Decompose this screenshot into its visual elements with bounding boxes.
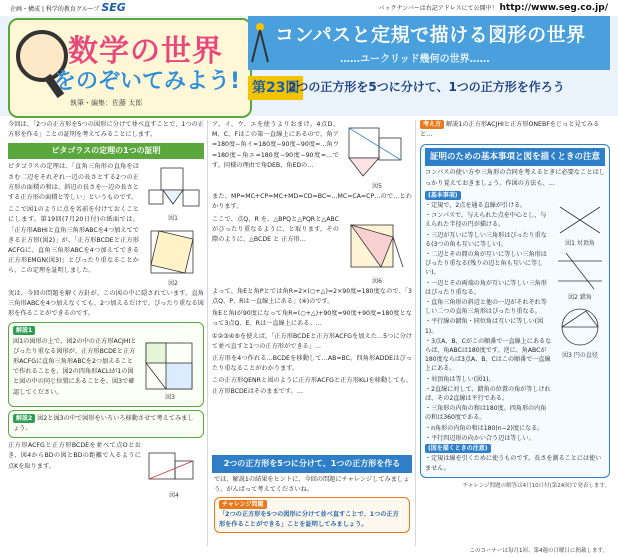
column-divider <box>207 120 208 546</box>
paragraph: 角Eと角Iが90度になって角R=(○+△)+90度=90度+90度=180度となって3点Q、E、Rは一直線上にある。… <box>212 310 412 328</box>
list-item: ・n角形の内角の和は180(n−2)度になる。 <box>425 424 544 432</box>
list-item: ・二辺とその間の角が互いに等しい三角形はぴったり重なる(残りの辺と角も互いに等しい)。 <box>425 251 547 277</box>
top-right <box>378 0 608 17</box>
challenge-box <box>214 497 410 533</box>
figure-1-label: 図1 <box>168 215 178 223</box>
figure-2 <box>145 227 201 277</box>
list-item: ・2直線に対して、錯角の位置の角が等しければ、その2直線は平行である。 <box>425 385 551 403</box>
column-divider <box>415 120 416 546</box>
column-2 <box>212 120 412 399</box>
challenge-title: 2つの正方形を5つに分けて、1つの正方形を作る <box>212 455 412 473</box>
paragraph: 正方形を4つ作れる…BCDEを移動して…AB=BC、四角形ADDEはぴったり重なることがわかります。 <box>212 355 412 373</box>
issue-row <box>248 76 610 100</box>
basic-tag: (基本事項) <box>425 191 461 200</box>
paragraph: 正方形ACFGと正方形BCDEを並べて点Oとおき、図4からBDの図とBDの距離で入るように点Kを取ります。 <box>8 442 141 470</box>
vertical-angle-figure <box>556 203 604 237</box>
group-label: 科学的教育グループ <box>45 6 100 13</box>
column-1 <box>8 120 204 501</box>
footer-note: このコーナーは毎月1回、第4週の日曜日に掲載します。 <box>469 548 608 554</box>
paragraph: ①②③④⑤を使えば、「正方形BCDEと正方形ACFGを加えた…5つに分けて並べ直すと1つの正方形ができる」… <box>212 332 412 350</box>
hint-text: 解説1の正方形ACJHIと正方形ONEBFをじっと見てみると… <box>420 121 600 139</box>
challenge-intro: では、解説1の結果をヒントに、今回の問題にチャレンジしてみましょう。がんばって考えてくださいね。 <box>214 476 410 493</box>
list-item: ・コンパスで、与えられた点を中心とし、与えられた半径の円が描ける。 <box>425 212 547 229</box>
paragraph: ここで、点Q、R を、△BPQと△PQRと△ABCがぴったり重なるように、と取ります。その際のように、△BCDE と 正方形… <box>212 215 339 244</box>
author: 執筆・編集：佐藤 太郎 <box>70 99 143 107</box>
paragraph: この正方形QENRと図のように正方形ACFGと正方形KLIを移動しても、正方形BCDEはそのままです。… <box>212 377 412 395</box>
subtitle: ……ユークリッド幾何の世界…… <box>340 54 490 65</box>
challenge-text: 「2つの正方形を5つの図形に分けて並べ直すことで、1つの正方形を作ることができる」ことを証明してみましょう。 <box>219 511 399 528</box>
hint-row <box>420 120 610 140</box>
main-title: コンパスと定規で描ける図形の世界 <box>275 24 586 46</box>
column-3 <box>420 120 610 491</box>
challenge-section <box>212 455 412 535</box>
explanation-tag: 解説1 <box>13 326 35 335</box>
explanation-text: 図1の図形の上で、図2の中の正方形ACJHIとぴったり重なる図形が、正方形BCDEと正方形ACFGに直角三角形ABCを2つ加えることで作れることを、図2の四角形ACLIが1の図と図の中の同じ位置にあることを、図3で確認してください。 <box>13 337 137 396</box>
series-title-sub: をのぞいてみよう! <box>54 69 241 94</box>
drawing-note-list <box>425 454 605 472</box>
footer <box>0 546 618 557</box>
hint-tag: 考え方 <box>420 120 444 129</box>
paragraph: 実は、今回の問題を解く方針が、この図の中に隠されています。直角三角形ABCを4つ加えなくても、2つ加えるだけで、ぴったり重なる図形を作ることができるのです。 <box>8 289 204 318</box>
circle-diameter-label: 図3 円の直径 <box>562 352 598 360</box>
figure-3-label: 図3 <box>165 393 175 401</box>
basic-list <box>425 201 552 444</box>
explanation-box-1 <box>8 322 204 406</box>
paragraph: ここで図1のように点を名前を付けておくことにします。第19回(7月20日付)の紙面では、「正方形ABHIと直角三角形ABCを4つ加えてできる正方形(図2)」が、「正方形BCDEと正方形ACFGに、直角三角形ABCを4つ加えてできる正方形EMGN(図3)」とぴったり重なることから、この定理を証明しました。 <box>8 206 139 275</box>
series-title: 数学の世界 <box>68 34 223 69</box>
issue-title: 2つの正方形を5つに分けて、1つの正方形を作ろう <box>288 80 565 94</box>
list-item: ・対頂角は等しい(図1)。 <box>425 375 495 383</box>
series-title-box <box>8 18 252 118</box>
top-left: 企画・構成 | 科学的教育グループ SEG <box>10 1 126 14</box>
section-title-pythagoras: ピタゴラスの定理の1つの証明 <box>8 143 204 159</box>
backnumber-note: バックナンバーは右記アドレスにて公開中！ <box>378 5 498 12</box>
figure-6 <box>343 217 411 275</box>
series-label: 企画・構成 <box>10 6 41 13</box>
list-item: ・三角形の内角の和は180度。四角形の内角の和は360度である。 <box>425 405 547 422</box>
paragraph: よって、角Eと角Pとでは角R=2×(○+△)=2×90度=180度なので、「3点Q、P、Rは一直線上にある」(※)のです。 <box>212 287 412 306</box>
figure-3 <box>142 339 198 391</box>
list-item: ・定規で、2点を通る直線が引ける。 <box>425 202 527 210</box>
list-item: ・直角三角形の斜辺と他の一辺がそれぞれ等しい二つの直角三角形はぴったり重なる。 <box>425 299 547 316</box>
figure-1 <box>143 164 203 212</box>
list-item: ・定規は線を引くために使うものです。長さを測ることには使いません。 <box>425 455 602 472</box>
figure-5 <box>343 122 411 180</box>
url-link[interactable]: http://www.seg.co.jp/ <box>499 3 608 13</box>
alternate-angle-figure <box>556 251 604 291</box>
figure-2-label: 図2 <box>168 279 178 287</box>
answer-note: チャレンジ問題の解答は4月10日付(第24回)で発表します。 <box>462 482 610 489</box>
paragraph: ア、イ、ウ、エを使うよりおまけ。4点D、M、C、Fはこの第一直線上にあるので、角ア=180度−角イ=180度−90度−90度=…角ウ=180度−角エ=180度−90度−90度=…です。同様の理由で角DEB、角EDの… <box>212 121 339 169</box>
seg-logo: SEG <box>101 1 126 14</box>
intro-text: 今回は、「2つの正方形を5つの図形に分けて並べ直すことで、1つの正方形を作る」ことの証明を考えてみることにします。 <box>8 121 204 139</box>
explanation-box-2 <box>8 410 204 438</box>
list-item: ・三辺が互いに等しい三角形はぴったり重なる(3つの角も互いに等しい)。 <box>425 231 547 248</box>
rules-intro: コンパスの使い方や三角形の合同を考えるときに必要なことはしっかり覚えておきましょう。作図の方法も、… <box>425 169 605 187</box>
compass-icon <box>250 22 270 64</box>
alternate-angle-label: 図2 錯角 <box>568 294 592 302</box>
list-item: ・3点A、B、Cがこの順番で一直線上にあるならば、角ABCは180度です。逆に、角ABCが180度ならば3点A、B、Cはこの順番で一直線上にある。 <box>425 337 552 373</box>
figure-4-label: 図4 <box>169 492 179 500</box>
rules-title: 証明のための基本事項と図を描くときの注意 <box>425 148 605 166</box>
figure-4 <box>145 443 203 489</box>
drawing-note-tag: (図を描くときの注意) <box>425 444 491 453</box>
paragraph: また、MP=MC+CP=MC+MD=CD=BC=…MC=CA=CP…ので…とわかります。 <box>212 193 412 211</box>
circle-diameter-figure <box>556 305 604 349</box>
rules-box <box>420 144 610 477</box>
explanation-text: 図2と図3の中で図形をいろいろ移動させて考えてみましょう。 <box>13 414 194 433</box>
list-item: ・平行四辺形の向かい合う辺は等しい。 <box>425 434 535 442</box>
figure-6-label: 図6 <box>372 277 382 285</box>
figure-5-label: 図5 <box>372 183 382 190</box>
issue-badge: 第23回 <box>248 76 303 100</box>
list-item: ・平行線の錯角・同位角は互いに等しい(図1)。 <box>425 318 544 335</box>
top-bar <box>0 0 618 16</box>
list-item: ・一辺とその両端の角が互いに等しい三角形はぴったり重なる。 <box>425 279 547 296</box>
vertical-angle-label: 図1 対頂角 <box>565 240 595 248</box>
explanation-tag: 解説2 <box>13 414 35 423</box>
challenge-tag: チャレンジ問題 <box>219 500 267 509</box>
paragraph: ピタゴラスの定理は、「直角三角形の直角をはさむ二辺をそれぞれ一辺の長さとする2つの正方形の面積の和は、斜辺の長さを一辺の長さとする正方形の面積と等しい」というものです。 <box>8 163 139 202</box>
